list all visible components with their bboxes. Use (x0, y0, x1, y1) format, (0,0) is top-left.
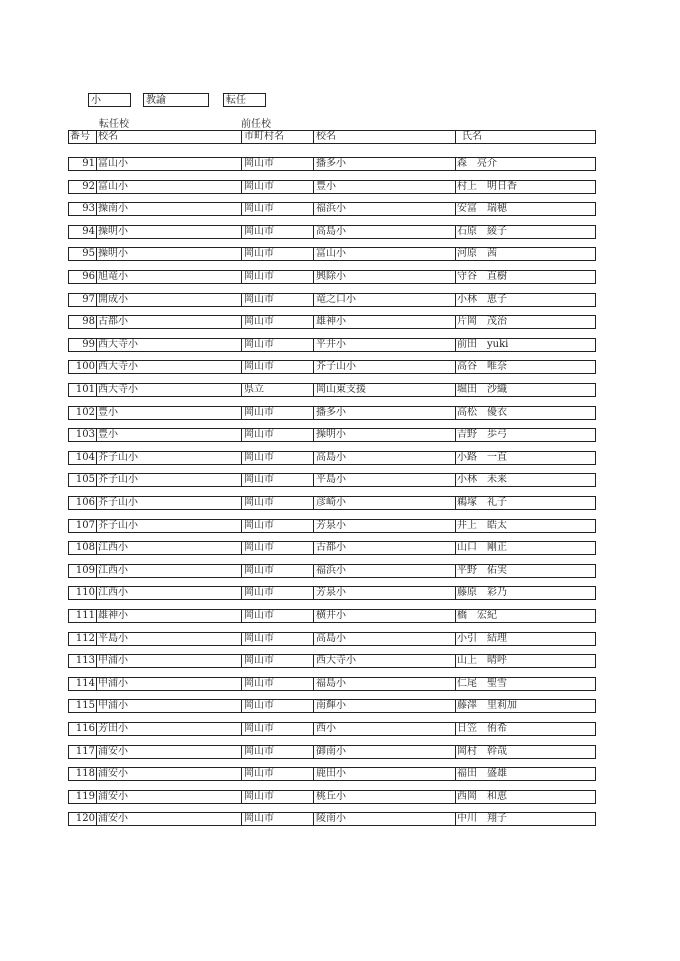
row-from-school: 彦崎小 (313, 497, 458, 509)
row-name: 吉野 歩弓 (455, 429, 597, 441)
row-number: 106 (69, 497, 97, 509)
row-from-school: 南輝小 (313, 700, 458, 712)
table-row (68, 745, 596, 759)
header-from-school: 校名 (313, 131, 458, 143)
row-number: 99 (69, 339, 97, 351)
table-row (68, 247, 596, 261)
row-name: 中川 翔子 (455, 813, 597, 825)
row-number: 112 (69, 633, 97, 645)
header-name: 氏名 (455, 131, 602, 143)
filter-level: 小 (88, 93, 131, 107)
row-name: 村上 明日香 (455, 181, 597, 193)
row-number: 100 (69, 361, 97, 373)
table-row (68, 315, 596, 329)
table-row (68, 699, 596, 713)
table-row (68, 180, 596, 194)
row-name: 石原 綾子 (455, 226, 597, 238)
row-number: 95 (69, 248, 97, 260)
row-name: 高松 優衣 (455, 407, 597, 419)
row-city: 岡山市 (241, 768, 316, 780)
row-from-school: 豊小 (313, 181, 458, 193)
row-from-school: 横井小 (313, 610, 458, 622)
row-from-school: 操明小 (313, 429, 458, 441)
row-city: 岡山市 (241, 271, 316, 283)
table-row (68, 519, 596, 533)
row-to-school: 西大寺小 (98, 384, 138, 395)
row-number: 107 (69, 520, 97, 532)
row-to-school: 操南小 (98, 203, 128, 214)
table-row (68, 225, 596, 239)
row-to-school: 開成小 (98, 294, 128, 305)
row-city: 岡山市 (241, 587, 316, 599)
row-from-school: 福島小 (313, 678, 458, 690)
row-name: 安富 瑞穂 (455, 203, 597, 215)
row-to-school: 豊小 (98, 429, 118, 440)
row-name: 守谷 直樹 (455, 271, 597, 283)
header-number: 番号 (69, 131, 97, 143)
header-city: 市町村名 (241, 131, 316, 143)
row-name: 小引 結理 (455, 633, 597, 645)
row-from-school: 芳泉小 (313, 520, 458, 532)
row-to-school: 芥子山小 (98, 474, 138, 485)
row-city: 岡山市 (241, 158, 316, 170)
row-number: 111 (69, 610, 97, 622)
row-number: 91 (69, 158, 97, 170)
row-from-school: 鹿田小 (313, 768, 458, 780)
row-from-school: 桃丘小 (313, 791, 458, 803)
table-row (68, 677, 596, 691)
row-from-school: 西大寺小 (313, 655, 458, 667)
table-row (68, 428, 596, 442)
row-to-school: 江西小 (98, 565, 128, 576)
row-name: 仁尾 聖雪 (455, 678, 597, 690)
row-to-school: 操明小 (98, 248, 128, 259)
row-name: 堀田 沙織 (455, 384, 597, 396)
row-number: 113 (69, 655, 97, 667)
filter-type: 転任 (223, 93, 266, 107)
row-name: 片岡 茂治 (455, 316, 597, 328)
row-city: 岡山市 (241, 565, 316, 577)
row-number: 104 (69, 452, 97, 464)
table-row (68, 654, 596, 668)
row-from-school: 高島小 (313, 452, 458, 464)
row-to-school: 富山小 (98, 181, 128, 192)
row-from-school: 平島小 (313, 474, 458, 486)
row-number: 114 (69, 678, 97, 690)
row-number: 97 (69, 294, 97, 306)
table-row (68, 270, 596, 284)
row-name: 高谷 唯奈 (455, 361, 597, 373)
table-row (68, 293, 596, 307)
table-row (68, 383, 596, 397)
row-to-school: 江西小 (98, 587, 128, 598)
header-to-school: 校名 (98, 131, 118, 142)
row-name: 日笠 侑希 (455, 723, 597, 735)
row-to-school: 西大寺小 (98, 339, 138, 350)
table-row (68, 451, 596, 465)
group-header-transfer-to: 転任校 (99, 119, 129, 130)
row-city: 岡山市 (241, 339, 316, 351)
row-to-school: 浦安小 (98, 746, 128, 757)
row-from-school: 播多小 (313, 158, 458, 170)
row-to-school: 旭竜小 (98, 271, 128, 282)
row-number: 109 (69, 565, 97, 577)
row-from-school: 芳泉小 (313, 587, 458, 599)
row-from-school: 福浜小 (313, 565, 458, 577)
row-name: 西岡 和恵 (455, 791, 597, 803)
row-to-school: 浦安小 (98, 791, 128, 802)
row-from-school: 御南小 (313, 746, 458, 758)
group-header-previous: 前任校 (241, 119, 271, 130)
row-from-school: 芥子山小 (313, 361, 458, 373)
row-city: 岡山市 (241, 316, 316, 328)
row-name: 小路 一直 (455, 452, 597, 464)
row-number: 116 (69, 723, 97, 735)
row-to-school: 操明小 (98, 226, 128, 237)
row-number: 96 (69, 271, 97, 283)
row-name: 森 亮介 (455, 158, 597, 170)
filter-position: 教諭 (143, 93, 209, 107)
row-from-school: 西小 (313, 723, 458, 735)
row-name: 鵜塚 礼子 (455, 497, 597, 509)
row-name: 山上 晴呼 (455, 655, 597, 667)
row-city: 岡山市 (241, 813, 316, 825)
table-row (68, 812, 596, 826)
row-number: 93 (69, 203, 97, 215)
row-number: 120 (69, 813, 97, 825)
row-city: 岡山市 (241, 407, 316, 419)
table-row (68, 406, 596, 420)
row-to-school: 甲浦小 (98, 678, 128, 689)
table-row (68, 609, 596, 623)
row-name: 平野 佑実 (455, 565, 597, 577)
row-number: 118 (69, 768, 97, 780)
row-from-school: 富山小 (313, 248, 458, 260)
table-row (68, 157, 596, 171)
row-number: 102 (69, 407, 97, 419)
row-number: 108 (69, 542, 97, 554)
row-number: 105 (69, 474, 97, 486)
row-from-school: 竜之口小 (313, 294, 458, 306)
table-row (68, 473, 596, 487)
row-number: 94 (69, 226, 97, 238)
row-to-school: 芥子山小 (98, 497, 138, 508)
row-name: 前田 yuki (455, 339, 597, 351)
table-row (68, 541, 596, 555)
row-name: 藤原 彩乃 (455, 587, 597, 599)
row-city: 岡山市 (241, 678, 316, 690)
table-row (68, 586, 596, 600)
row-city: 岡山市 (241, 542, 316, 554)
row-city: 岡山市 (241, 723, 316, 735)
row-city: 岡山市 (241, 181, 316, 193)
row-number: 110 (69, 587, 97, 599)
row-number: 98 (69, 316, 97, 328)
table-row (68, 338, 596, 352)
row-to-school: 甲浦小 (98, 655, 128, 666)
row-to-school: 江西小 (98, 542, 128, 553)
row-from-school: 播多小 (313, 407, 458, 419)
row-city: 岡山市 (241, 633, 316, 645)
table-row (68, 767, 596, 781)
row-from-school: 平井小 (313, 339, 458, 351)
row-from-school: 古都小 (313, 542, 458, 554)
row-city: 岡山市 (241, 791, 316, 803)
row-city: 県立 (241, 384, 316, 396)
row-name: 橋 宏紀 (455, 610, 597, 622)
row-to-school: 浦安小 (98, 813, 128, 824)
row-city: 岡山市 (241, 655, 316, 667)
row-name: 井上 皓太 (455, 520, 597, 532)
row-city: 岡山市 (241, 474, 316, 486)
row-city: 岡山市 (241, 429, 316, 441)
row-number: 119 (69, 791, 97, 803)
row-name: 小林 恵子 (455, 294, 597, 306)
row-name: 河原 茜 (455, 248, 597, 260)
table-row (68, 564, 596, 578)
row-city: 岡山市 (241, 497, 316, 509)
row-to-school: 富山小 (98, 158, 128, 169)
row-to-school: 芳田小 (98, 723, 128, 734)
row-city: 岡山市 (241, 226, 316, 238)
row-from-school: 岡山東支援 (313, 384, 458, 396)
row-name: 山口 剛正 (455, 542, 597, 554)
row-name: 福田 盛雄 (455, 768, 597, 780)
table-row (68, 360, 596, 374)
table-header (68, 130, 596, 144)
row-to-school: 甲浦小 (98, 700, 128, 711)
row-number: 101 (69, 384, 97, 396)
row-from-school: 陵南小 (313, 813, 458, 825)
row-from-school: 雄神小 (313, 316, 458, 328)
table-row (68, 632, 596, 646)
row-to-school: 平島小 (98, 633, 128, 644)
row-to-school: 芥子山小 (98, 520, 138, 531)
row-to-school: 芥子山小 (98, 452, 138, 463)
row-city: 岡山市 (241, 248, 316, 260)
row-from-school: 福浜小 (313, 203, 458, 215)
row-to-school: 古都小 (98, 316, 128, 327)
row-city: 岡山市 (241, 203, 316, 215)
row-city: 岡山市 (241, 361, 316, 373)
row-number: 117 (69, 746, 97, 758)
row-from-school: 興除小 (313, 271, 458, 283)
row-city: 岡山市 (241, 610, 316, 622)
table-row (68, 790, 596, 804)
row-number: 92 (69, 181, 97, 193)
row-number: 115 (69, 700, 97, 712)
row-city: 岡山市 (241, 700, 316, 712)
row-name: 小林 未来 (455, 474, 597, 486)
row-number: 103 (69, 429, 97, 441)
row-to-school: 豊小 (98, 407, 118, 418)
row-from-school: 高島小 (313, 633, 458, 645)
table-row (68, 722, 596, 736)
row-from-school: 高島小 (313, 226, 458, 238)
row-city: 岡山市 (241, 520, 316, 532)
table-row (68, 496, 596, 510)
row-city: 岡山市 (241, 452, 316, 464)
row-city: 岡山市 (241, 294, 316, 306)
row-to-school: 浦安小 (98, 768, 128, 779)
row-name: 藤澤 里莉加 (455, 700, 597, 712)
row-name: 岡村 幹哉 (455, 746, 597, 758)
row-to-school: 西大寺小 (98, 361, 138, 372)
row-city: 岡山市 (241, 746, 316, 758)
table-row (68, 202, 596, 216)
row-to-school: 雄神小 (98, 610, 128, 621)
